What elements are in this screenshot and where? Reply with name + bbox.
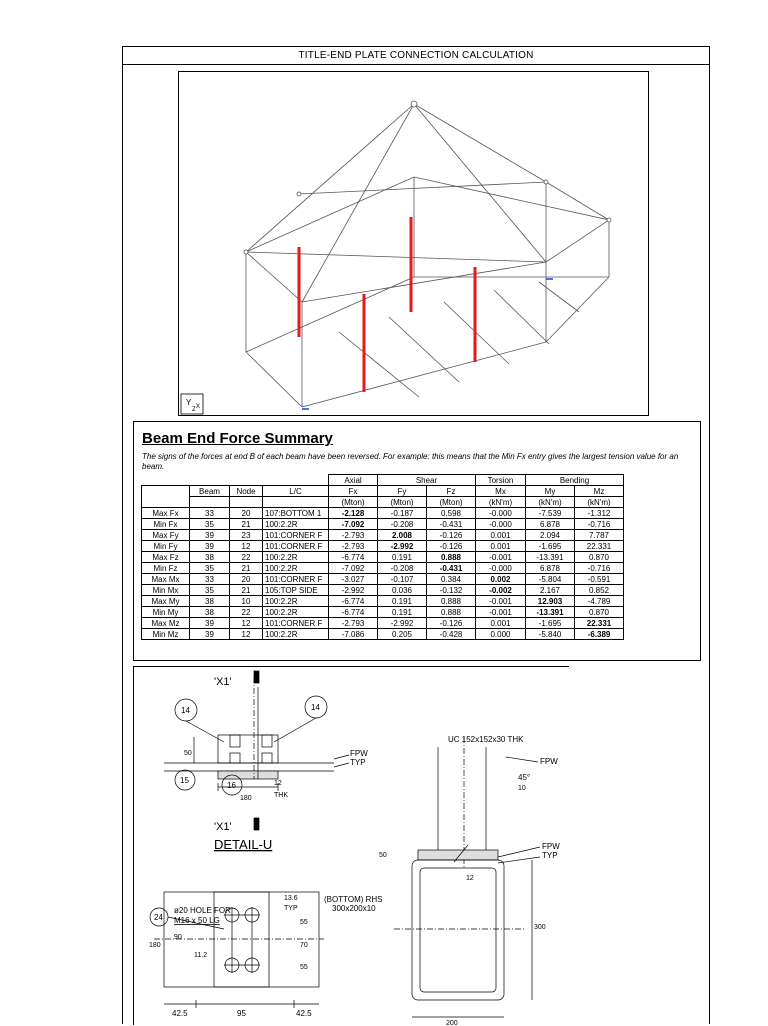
document-frame	[122, 46, 710, 1024]
cell-lc: 100:2.2R	[263, 596, 329, 607]
connection-detail-svg	[134, 667, 570, 1026]
cell-fz: 0.888	[427, 607, 476, 618]
col-fz: Fz	[427, 486, 476, 497]
table-row	[142, 607, 624, 618]
table-row	[142, 585, 624, 596]
dim-50-section: 50	[379, 852, 387, 859]
cell-my: 6.878	[526, 519, 575, 530]
cell-lc: 100:2.2R	[263, 607, 329, 618]
cell-my: 2.094	[526, 530, 575, 541]
axis-label-x: X	[196, 404, 201, 410]
dim-11-2: 11.2	[194, 952, 208, 959]
callout-16: 16	[227, 781, 236, 790]
cell-beam: 39	[190, 530, 230, 541]
cell-lc: 100:2.2R	[263, 552, 329, 563]
cell-lc: 107:BOTTOM 1	[263, 508, 329, 519]
cell-mz: -0.716	[575, 519, 624, 530]
cell-my: -1.695	[526, 618, 575, 629]
cell-node: 10	[230, 596, 263, 607]
cell-fz: 0.384	[427, 574, 476, 585]
cell-fz: 0.888	[427, 552, 476, 563]
cell-label: Min My	[142, 607, 190, 618]
cell-label: Max Mz	[142, 618, 190, 629]
col-mz: Mz	[575, 486, 624, 497]
beam-end-force-summary	[133, 421, 701, 661]
dim-12: 12	[274, 780, 282, 787]
cell-label: Min Fx	[142, 519, 190, 530]
cell-fz: 0.598	[427, 508, 476, 519]
cell-fy: 0.205	[378, 629, 427, 640]
cell-mx: 0.000	[476, 629, 526, 640]
cell-fx: -7.086	[329, 629, 378, 640]
cell-mz: 22.331	[575, 541, 624, 552]
dim-55-bottom: 55	[300, 964, 308, 971]
cell-fx: -6.774	[329, 596, 378, 607]
dim-70: 70	[300, 942, 308, 949]
detail-title: DETAIL-U	[214, 837, 273, 852]
dim-42-5-left: 42.5	[172, 1009, 188, 1018]
structure-model-view	[178, 71, 649, 416]
cell-node: 20	[230, 574, 263, 585]
cell-node: 12	[230, 618, 263, 629]
cell-fz: -0.428	[427, 629, 476, 640]
cell-node: 21	[230, 585, 263, 596]
dim-200: 200	[446, 1020, 458, 1026]
callout-14a: 14	[181, 706, 190, 715]
dim-42-5-right: 42.5	[296, 1009, 312, 1018]
hole-note-1: ø20 HOLE FOR	[174, 906, 231, 915]
table-row	[142, 552, 624, 563]
cell-lc: 101:CORNER F	[263, 574, 329, 585]
cell-fy: 0.036	[378, 585, 427, 596]
cell-node: 20	[230, 508, 263, 519]
cell-my: 2.167	[526, 585, 575, 596]
cell-beam: 38	[190, 552, 230, 563]
uc-label: UC 152x152x30 THK	[448, 735, 524, 744]
cell-mx: -0.000	[476, 519, 526, 530]
group-header-shear: Shear	[378, 475, 476, 486]
force-table	[141, 474, 624, 640]
dim-13-6: 13.6	[284, 895, 298, 902]
col-mx: Mx	[476, 486, 526, 497]
cell-mx: 0.001	[476, 541, 526, 552]
force-rows	[142, 508, 624, 640]
cell-fz: -0.431	[427, 519, 476, 530]
cell-fy: 0.191	[378, 596, 427, 607]
cell-my: -5.840	[526, 629, 575, 640]
cell-fz: -0.126	[427, 541, 476, 552]
col-fx: Fx	[329, 486, 378, 497]
dim-180-left: 180	[149, 942, 161, 949]
cell-mx: 0.001	[476, 618, 526, 629]
cell-beam: 39	[190, 629, 230, 640]
group-header-torsion: Torsion	[476, 475, 526, 486]
cell-fz: -0.431	[427, 563, 476, 574]
rhs-label-2: 300x200x10	[332, 904, 376, 913]
cell-mx: 0.002	[476, 574, 526, 585]
cell-node: 23	[230, 530, 263, 541]
cell-lc: 100:2.2R	[263, 629, 329, 640]
cell-label: Min Mz	[142, 629, 190, 640]
hole-note-2: M16 x 50 LG	[174, 916, 220, 925]
dim-180: 180	[240, 795, 252, 802]
cell-mx: -0.001	[476, 596, 526, 607]
dim-300: 300	[534, 924, 546, 931]
dim-55-top: 55	[300, 919, 308, 926]
axis-label-y: Y	[186, 398, 192, 407]
cell-mx: -0.001	[476, 607, 526, 618]
cell-fz: -0.126	[427, 618, 476, 629]
group-header-bending: Bending	[526, 475, 624, 486]
cell-beam: 35	[190, 519, 230, 530]
thk-label: THK	[274, 792, 288, 799]
cell-beam: 39	[190, 541, 230, 552]
unit-fy: (Mton)	[378, 497, 427, 508]
cell-lc: 101:CORNER F	[263, 541, 329, 552]
cell-mx: -0.002	[476, 585, 526, 596]
structure-wireframe	[179, 72, 650, 417]
callout-24: 24	[154, 913, 163, 922]
cell-my: -5.804	[526, 574, 575, 585]
unit-my: (kN'm)	[526, 497, 575, 508]
dim-95: 95	[237, 1009, 246, 1018]
cell-mz: 22.331	[575, 618, 624, 629]
cell-label: Min Mx	[142, 585, 190, 596]
cell-label: Max Fy	[142, 530, 190, 541]
cell-mz: -6.389	[575, 629, 624, 640]
cell-node: 21	[230, 563, 263, 574]
table-row	[142, 574, 624, 585]
cell-mz: -1.312	[575, 508, 624, 519]
unit-mz: (kN'm)	[575, 497, 624, 508]
fpw-3: FPW	[542, 842, 560, 851]
marker-x1-top: 'X1'	[214, 676, 232, 688]
cell-fz: -0.126	[427, 530, 476, 541]
cell-node: 21	[230, 519, 263, 530]
cell-lc: 105:TOP SIDE	[263, 585, 329, 596]
cell-mz: 0.870	[575, 552, 624, 563]
dim-90: 90	[174, 934, 182, 941]
cell-fz: -0.132	[427, 585, 476, 596]
cell-beam: 39	[190, 618, 230, 629]
col-node: Node	[230, 486, 263, 497]
axis-label-z: Z	[192, 407, 196, 413]
detail-drawing	[133, 666, 569, 1025]
cell-mz: -0.591	[575, 574, 624, 585]
cell-beam: 35	[190, 563, 230, 574]
fpw-1-typ: TYP	[350, 758, 366, 767]
table-row	[142, 519, 624, 530]
cell-mz: -4.789	[575, 596, 624, 607]
cell-fy: -0.208	[378, 563, 427, 574]
cell-beam: 35	[190, 585, 230, 596]
unit-mx: (kN'm)	[476, 497, 526, 508]
cell-fy: 2.008	[378, 530, 427, 541]
cell-fx: -2.793	[329, 541, 378, 552]
group-header-axial: Axial	[329, 475, 378, 486]
dim-50: 50	[184, 750, 192, 757]
cell-mz: 7.787	[575, 530, 624, 541]
table-row	[142, 563, 624, 574]
cell-fy: -0.208	[378, 519, 427, 530]
cell-mz: -0.716	[575, 563, 624, 574]
col-fy: Fy	[378, 486, 427, 497]
cell-lc: 101:CORNER F	[263, 618, 329, 629]
dim-12-section: 12	[466, 875, 474, 882]
cell-node: 22	[230, 607, 263, 618]
cell-mx: -0.000	[476, 563, 526, 574]
cell-label: Max Fz	[142, 552, 190, 563]
summary-note: The signs of the forces at end B of each beam have been reversed. For example: this means that the Min Fx entry gives the largest tension value for an beam.	[142, 452, 679, 471]
cell-lc: 100:2.2R	[263, 519, 329, 530]
cell-fy: -0.107	[378, 574, 427, 585]
cell-mz: 0.870	[575, 607, 624, 618]
cell-fx: -7.092	[329, 563, 378, 574]
cell-beam: 38	[190, 596, 230, 607]
col-my: My	[526, 486, 575, 497]
cell-label: Min Fy	[142, 541, 190, 552]
cell-label: Max Mx	[142, 574, 190, 585]
cell-fx: -2.793	[329, 530, 378, 541]
cell-fz: 0.888	[427, 596, 476, 607]
cell-fy: -2.992	[378, 618, 427, 629]
cell-my: 6.878	[526, 563, 575, 574]
table-row	[142, 541, 624, 552]
cell-fx: -6.774	[329, 552, 378, 563]
cell-mz: 0.852	[575, 585, 624, 596]
cell-label: Min Fz	[142, 563, 190, 574]
cell-node: 12	[230, 541, 263, 552]
cell-my: -13.391	[526, 552, 575, 563]
cell-fy: -2.992	[378, 541, 427, 552]
marker-x1-bottom: 'X1'	[214, 821, 232, 833]
cell-fy: 0.191	[378, 552, 427, 563]
cell-my: -7.539	[526, 508, 575, 519]
cell-my: -13.391	[526, 607, 575, 618]
document-title: TITLE-END PLATE CONNECTION CALCULATION	[123, 47, 709, 65]
cell-fx: -2.793	[329, 618, 378, 629]
summary-title: Beam End Force Summary	[142, 430, 333, 447]
col-beam: Beam	[190, 486, 230, 497]
table-row	[142, 530, 624, 541]
cell-beam: 38	[190, 607, 230, 618]
cell-my: 12.903	[526, 596, 575, 607]
table-row	[142, 508, 624, 519]
cell-my: -1.695	[526, 541, 575, 552]
rhs-label-1: (BOTTOM) RHS	[324, 895, 383, 904]
cell-lc: 101:CORNER F	[263, 530, 329, 541]
cell-beam: 33	[190, 574, 230, 585]
cell-label: Max Fx	[142, 508, 190, 519]
angle-45: 45°	[518, 773, 531, 782]
fpw-1: FPW	[350, 749, 368, 758]
unit-fz: (Mton)	[427, 497, 476, 508]
cell-fx: -6.774	[329, 607, 378, 618]
cell-label: Max My	[142, 596, 190, 607]
cell-fy: -0.187	[378, 508, 427, 519]
typ-label: TYP	[284, 905, 298, 912]
cell-lc: 100:2.2R	[263, 563, 329, 574]
fpw-3-typ: TYP	[542, 851, 558, 860]
cell-fx: -2.992	[329, 585, 378, 596]
callout-14b: 14	[311, 703, 320, 712]
cell-mx: 0.001	[476, 530, 526, 541]
fpw-2: FPW	[540, 757, 558, 766]
cell-node: 12	[230, 629, 263, 640]
col-lc: L/C	[263, 486, 329, 497]
cell-mx: -0.000	[476, 508, 526, 519]
callout-15: 15	[180, 776, 189, 785]
cell-fx: -7.092	[329, 519, 378, 530]
cell-node: 22	[230, 552, 263, 563]
table-row	[142, 618, 624, 629]
angle-10: 10	[518, 785, 526, 792]
table-row	[142, 629, 624, 640]
table-row	[142, 596, 624, 607]
cell-fy: 0.191	[378, 607, 427, 618]
unit-fx: (Mton)	[329, 497, 378, 508]
cell-beam: 33	[190, 508, 230, 519]
cell-fx: -2.128	[329, 508, 378, 519]
cell-mx: -0.001	[476, 552, 526, 563]
cell-fx: -3.027	[329, 574, 378, 585]
